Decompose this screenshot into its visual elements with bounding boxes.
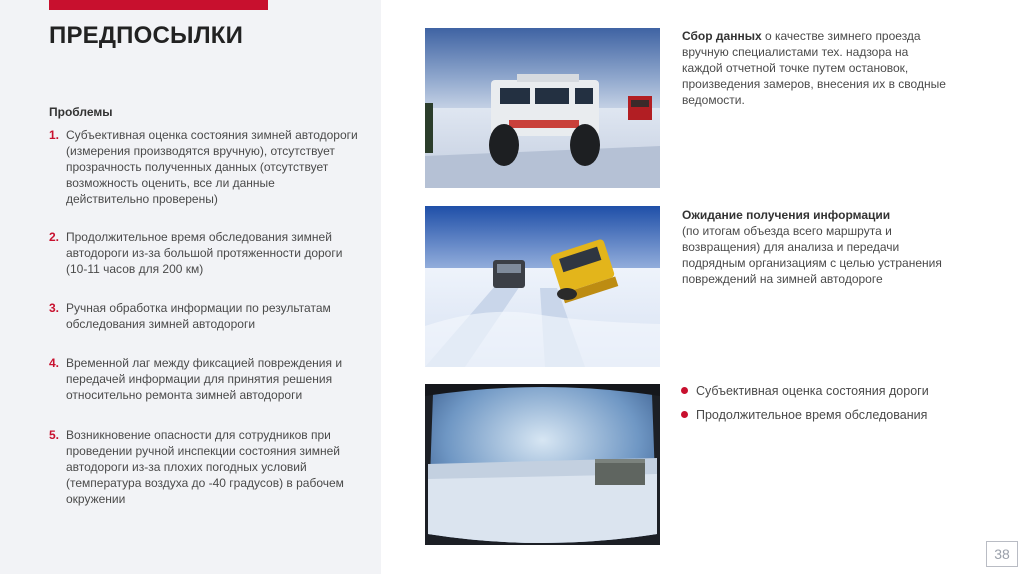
problem-number: 3. [49,301,60,315]
waiting-text: (по итогам объезда всего маршрута и возвращения) для анализа и передачи подрядным организациям с целью устранения повреждений на зимней автодороге [682,224,942,286]
waiting-description [682,207,952,287]
bullet-text: Субъективная оценка состояния дороги [696,384,929,398]
problem-number: 5. [49,428,60,442]
problem-text: Временной лаг между фиксацией повреждения и передачей информации для принятия решения относительно ремонта зимней автодороги [66,356,343,402]
problem-item [49,355,359,403]
bullet-item [680,383,929,399]
problem-text: Субъективная оценка состояния зимней автодороги (измерения производятся вручную), отсутствует прозрачность полученных данных (отсутствует возможность оценить, все ли данные действительно проверены) [66,128,358,206]
problem-text: Возникновение опасности для сотрудников при проведении ручной инспекции состояния зимней автодороги из-за плохих погодных условий (температура воздуха до -40 градусов) в рабочем окружении [66,428,344,506]
waiting-title: Ожидание получения информации [682,208,891,222]
problems-heading: Проблемы [49,105,113,119]
problem-text: Ручная обработка информации по результатам обследования зимней автодороги [66,301,331,331]
page-title: ПРЕДПОСЫЛКИ [49,22,244,49]
data-collection-title: Сбор данных [682,29,762,43]
problem-number: 4. [49,356,60,370]
bullet-text: Продолжительное время обследования [696,408,928,422]
problem-number: 2. [49,230,60,244]
bullet-item [680,407,929,423]
problem-item [49,427,359,507]
problem-number: 1. [49,128,60,142]
bullet-dot-icon [681,387,688,394]
problem-item [49,300,359,332]
photo-inspection-vehicle [425,28,660,188]
accent-bar [49,0,268,10]
bullet-dot-icon [681,411,688,418]
page-number: 38 [986,541,1018,567]
problem-text: Продолжительное время обследования зимней автодороги из-за большой протяженности дороги (10-11 часов для 200 км) [66,230,343,276]
problem-item [49,229,359,277]
problem-item [49,127,359,207]
photo-windshield-view [425,384,660,545]
data-collection-description [682,28,952,108]
summary-bullets [680,383,929,431]
photo-stuck-truck [425,206,660,367]
data-collection-text: о качестве зимнего проезда вручную специалистами тех. надзора на каждой отчетной точке путем остановок, произведения замеров, внесения их в сводные ведомости. [682,29,946,107]
